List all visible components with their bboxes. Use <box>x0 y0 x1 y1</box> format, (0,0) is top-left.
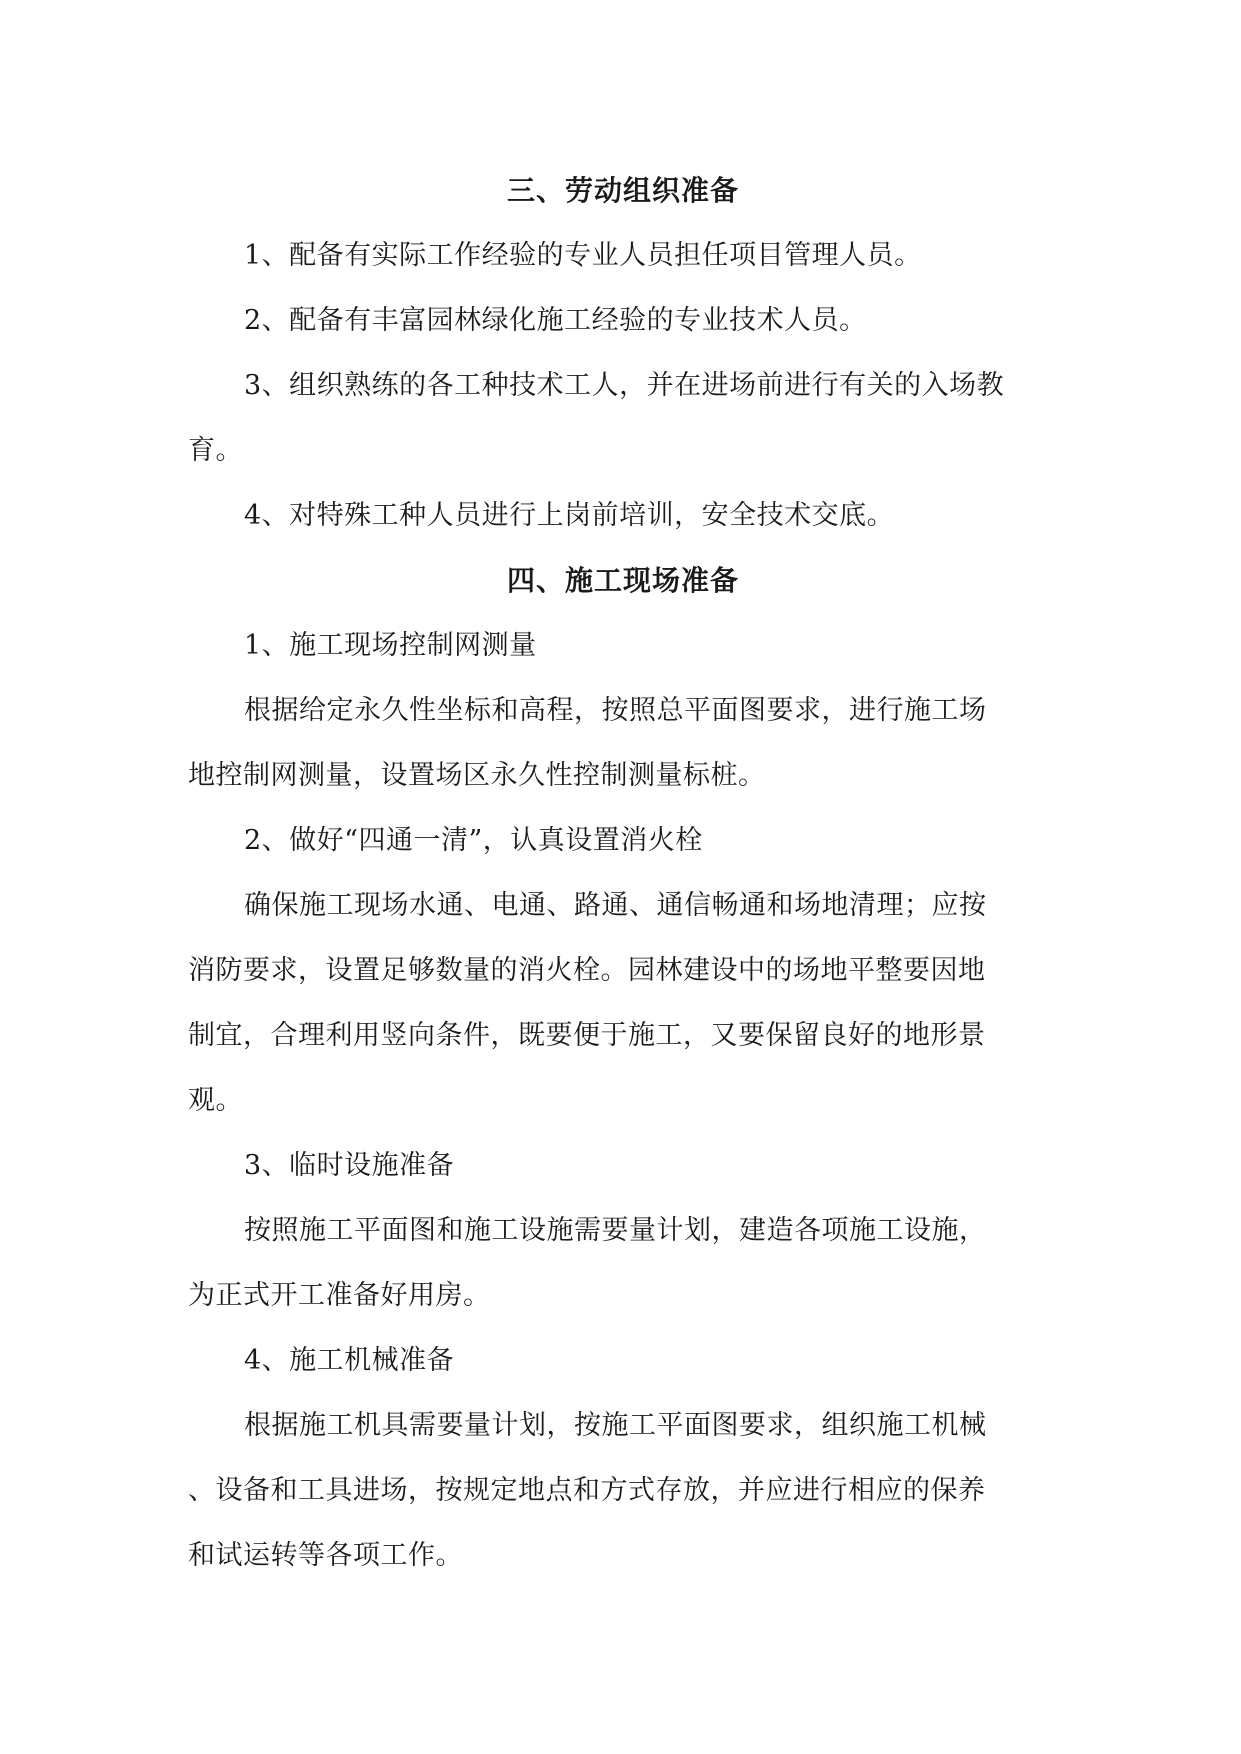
section-4-sub-1-title: 1、施工现场控制网测量 <box>244 630 537 661</box>
section-4-sub-2-body-line-2: 消防要求，设置足够数量的消火栓。园林建设中的场地平整要因地 <box>188 955 986 986</box>
section-4-sub-4-title: 4、施工机械准备 <box>244 1345 455 1376</box>
section-4-sub-3-body-line-1: 按照施工平面图和施工设施需要量计划，建造各项施工设施， <box>244 1215 987 1246</box>
section-4-sub-4-body-line-2: 、设备和工具进场，按规定地点和方式存放，并应进行相应的保养 <box>188 1475 986 1506</box>
section-4-sub-4-body-line-3: 和试运转等各项工作。 <box>188 1540 463 1571</box>
section-3-item-3-line-1: 3、组织熟练的各工种技术工人，并在进场前进行有关的入场教 <box>244 370 1005 401</box>
section-4-sub-1-body-line-2: 地控制网测量，设置场区永久性控制测量标桩。 <box>188 760 766 791</box>
section-4-sub-4-body-line-1: 根据施工机具需要量计划，按施工平面图要求，组织施工机械 <box>244 1410 987 1441</box>
section-4-sub-2-body-line-4: 观。 <box>188 1085 243 1116</box>
section-4-heading: 四、施工现场准备 <box>506 564 739 597</box>
section-4-sub-2-title: 2、做好“四通一清”，认真设置消火栓 <box>244 825 703 856</box>
section-3-item-2: 2、配备有丰富园林绿化施工经验的专业技术人员。 <box>244 305 867 336</box>
section-3-item-4: 4、对特殊工种人员进行上岗前培训，安全技术交底。 <box>244 500 895 531</box>
section-4-sub-2-body-line-3: 制宜，合理利用竖向条件，既要便于施工，又要保留良好的地形景 <box>188 1020 986 1051</box>
section-4-sub-3-title: 3、临时设施准备 <box>244 1150 455 1181</box>
section-3-item-1: 1、配备有实际工作经验的专业人员担任项目管理人员。 <box>244 240 922 271</box>
document-page <box>188 158 1058 1588</box>
section-4-sub-1-body-line-1: 根据给定永久性坐标和高程，按照总平面图要求，进行施工场 <box>244 695 987 726</box>
section-3-item-3-line-2: 育。 <box>188 435 243 466</box>
section-4-sub-3-body-line-2: 为正式开工准备好用房。 <box>188 1280 491 1311</box>
section-3-heading: 三、劳动组织准备 <box>506 174 739 207</box>
section-4-sub-2-body-line-1: 确保施工现场水通、电通、路通、通信畅通和场地清理；应按 <box>244 890 987 921</box>
